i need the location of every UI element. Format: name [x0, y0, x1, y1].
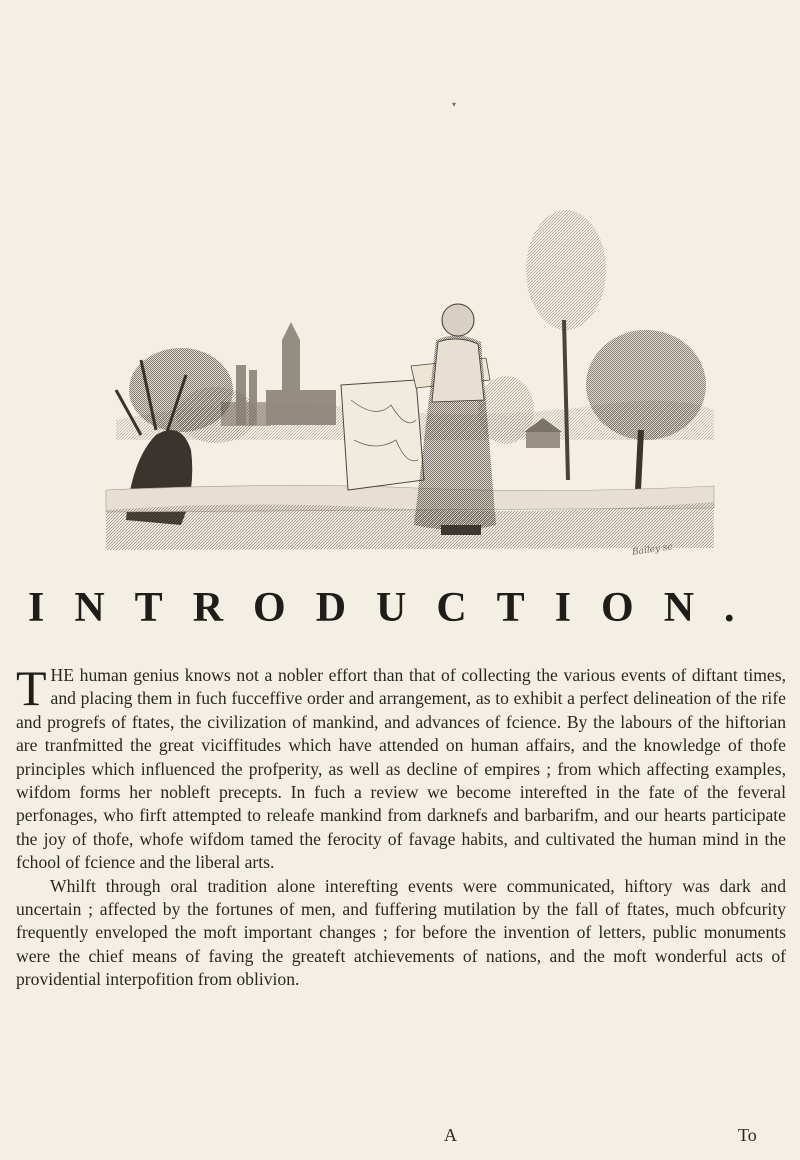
- drop-cap: T: [16, 660, 47, 716]
- body-text: [16, 660, 786, 992]
- engraver-signature: Bailey sc: [631, 542, 674, 558]
- paragraph-2: Whilft through oral tradition alone interefting events were communicated, hiftory was dark and uncertain ; affected by the fortunes of men, and fuffering mutilation by the fall of ftates, much obfcurity frequently enveloped the moft important changes ; for before the invention of letters, public monuments were the chief means of faving the greateft atchievements of nations, and the moft wonderful acts of providential interpofition from oblivion.: [16, 875, 786, 990]
- chapter-heading: INTRODUCTION.: [28, 585, 765, 631]
- ink-speck: ▾: [452, 100, 457, 109]
- paragraph-1-text: HE human genius knows not a nobler effort than that of collecting the various events of diftant times, and placing them in fuch fucceffive order and arrangement, as to exhibit a perfect delineation of the rife and progrefs of ftates, the civilization of mankind, and advances of fcience. By the labours of the hiftorian are tranfmitted the great viciffitudes which have attended on human affairs, and the knowledge of thofe principles which influenced the profperity, as well as decline of empires ; from which affecting examples, wifdom forms her nobleft precepts. In fuch a review we become interefted in the fate of the feveral perfonages, who firft attempted to releafe mankind from darknefs and barbarifm, and our hearts participate the joy of thofe, whofe wifdom tamed the ferocity of favage habits, and cultivated the human mind in the fchool of fcience and the liberal arts.: [16, 665, 786, 873]
- engraved-vignette: [86, 190, 716, 570]
- paragraph-1: [16, 660, 786, 875]
- catchword: To: [738, 1125, 757, 1145]
- signature-mark: A: [444, 1125, 457, 1145]
